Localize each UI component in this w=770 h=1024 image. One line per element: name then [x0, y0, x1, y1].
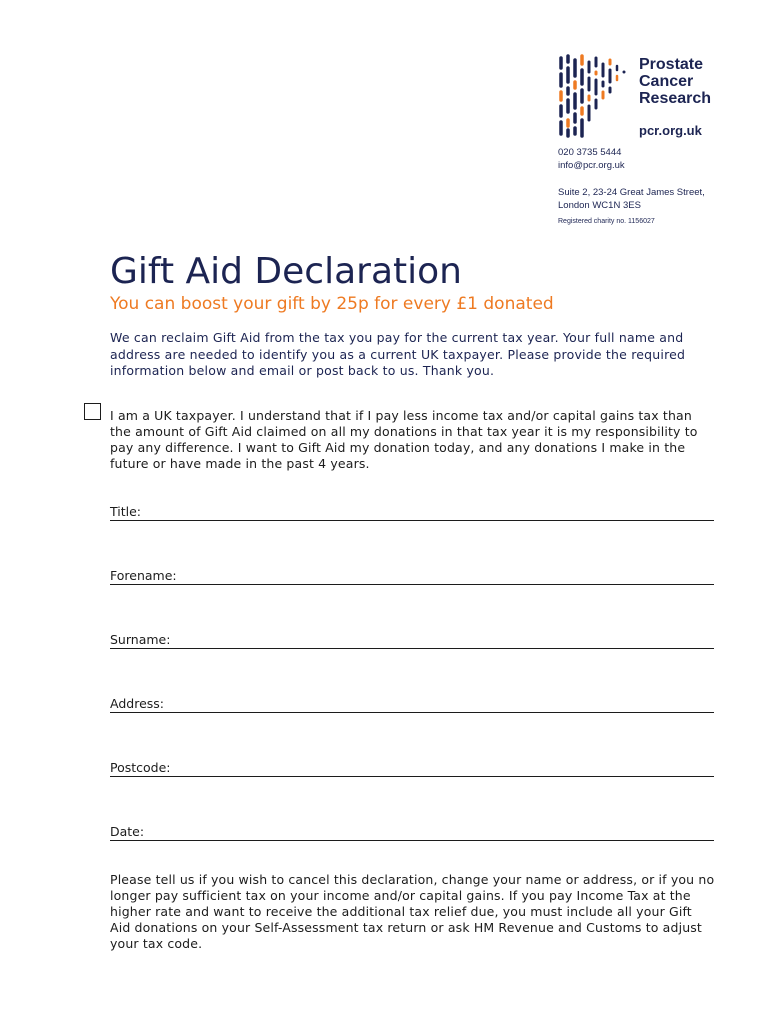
- title-label: Title:: [110, 504, 141, 519]
- forename-input[interactable]: [190, 567, 714, 583]
- date-label: Date:: [110, 824, 145, 839]
- contact-details: [558, 146, 625, 172]
- org-name-line2: Cancer: [639, 73, 694, 90]
- org-name-line3: Research: [639, 90, 712, 107]
- org-wordmark: [639, 56, 711, 107]
- address-label: Address:: [110, 696, 164, 711]
- title-field: [110, 502, 714, 521]
- postcode-field: [110, 758, 714, 777]
- phone-number: 020 3735 5444: [558, 147, 622, 158]
- postcode-input[interactable]: [190, 759, 714, 775]
- forename-field: [110, 566, 714, 585]
- declaration-text: I am a UK taxpayer. I understand that if I pay less income tax and/or capital gains tax than the amount of Gift Aid claimed on all my donations in that tax year it is my responsibility to pay any difference. I want to Gift Aid my donation today, and any donations I make in the future or have made in the past 4 years.: [110, 408, 698, 471]
- charity-number: Registered charity no. 1156027: [558, 218, 655, 225]
- email-link[interactable]: info@pcr.org.uk: [558, 160, 625, 171]
- postal-address: [558, 186, 705, 212]
- pcr-logo-mark-icon: [557, 54, 629, 138]
- postcode-label: Postcode:: [110, 760, 171, 775]
- website-link[interactable]: pcr.org.uk: [639, 123, 702, 138]
- address-line2: London WC1N 3ES: [558, 200, 641, 211]
- surname-field: [110, 630, 714, 649]
- address-field: [110, 694, 714, 713]
- pcr-logo: [557, 54, 747, 140]
- intro-paragraph: We can reclaim Gift Aid from the tax you pay for the current tax year. Your full name and address are needed to identify you as a current UK taxpayer. Please provide the required information below and email or post back to us. Thank you.: [110, 330, 686, 378]
- date-input[interactable]: [160, 823, 714, 839]
- cancellation-notice: Please tell us if you wish to cancel this declaration, change your name or address, or if you no longer pay sufficient tax on your income and/or capital gains. If you pay Income Tax at the higher rate and want to receive the additional tax relief due, you must include all your Gift Aid donations on your Self-Assessment tax return or ask HM Revenue and Customs to adjust your tax code.: [110, 872, 715, 951]
- page-title: Gift Aid Declaration: [110, 251, 462, 292]
- surname-input[interactable]: [190, 631, 714, 647]
- surname-label: Surname:: [110, 632, 171, 647]
- title-input[interactable]: [150, 503, 714, 519]
- date-field: [110, 822, 714, 841]
- page-subtitle: You can boost your gift by 25p for every £1 donated: [110, 294, 554, 314]
- address-line1: Suite 2, 23-24 Great James Street,: [558, 187, 705, 198]
- forename-label: Forename:: [110, 568, 177, 583]
- taxpayer-checkbox[interactable]: [84, 403, 101, 420]
- address-input[interactable]: [190, 695, 714, 711]
- org-name-line1: Prostate: [639, 56, 704, 73]
